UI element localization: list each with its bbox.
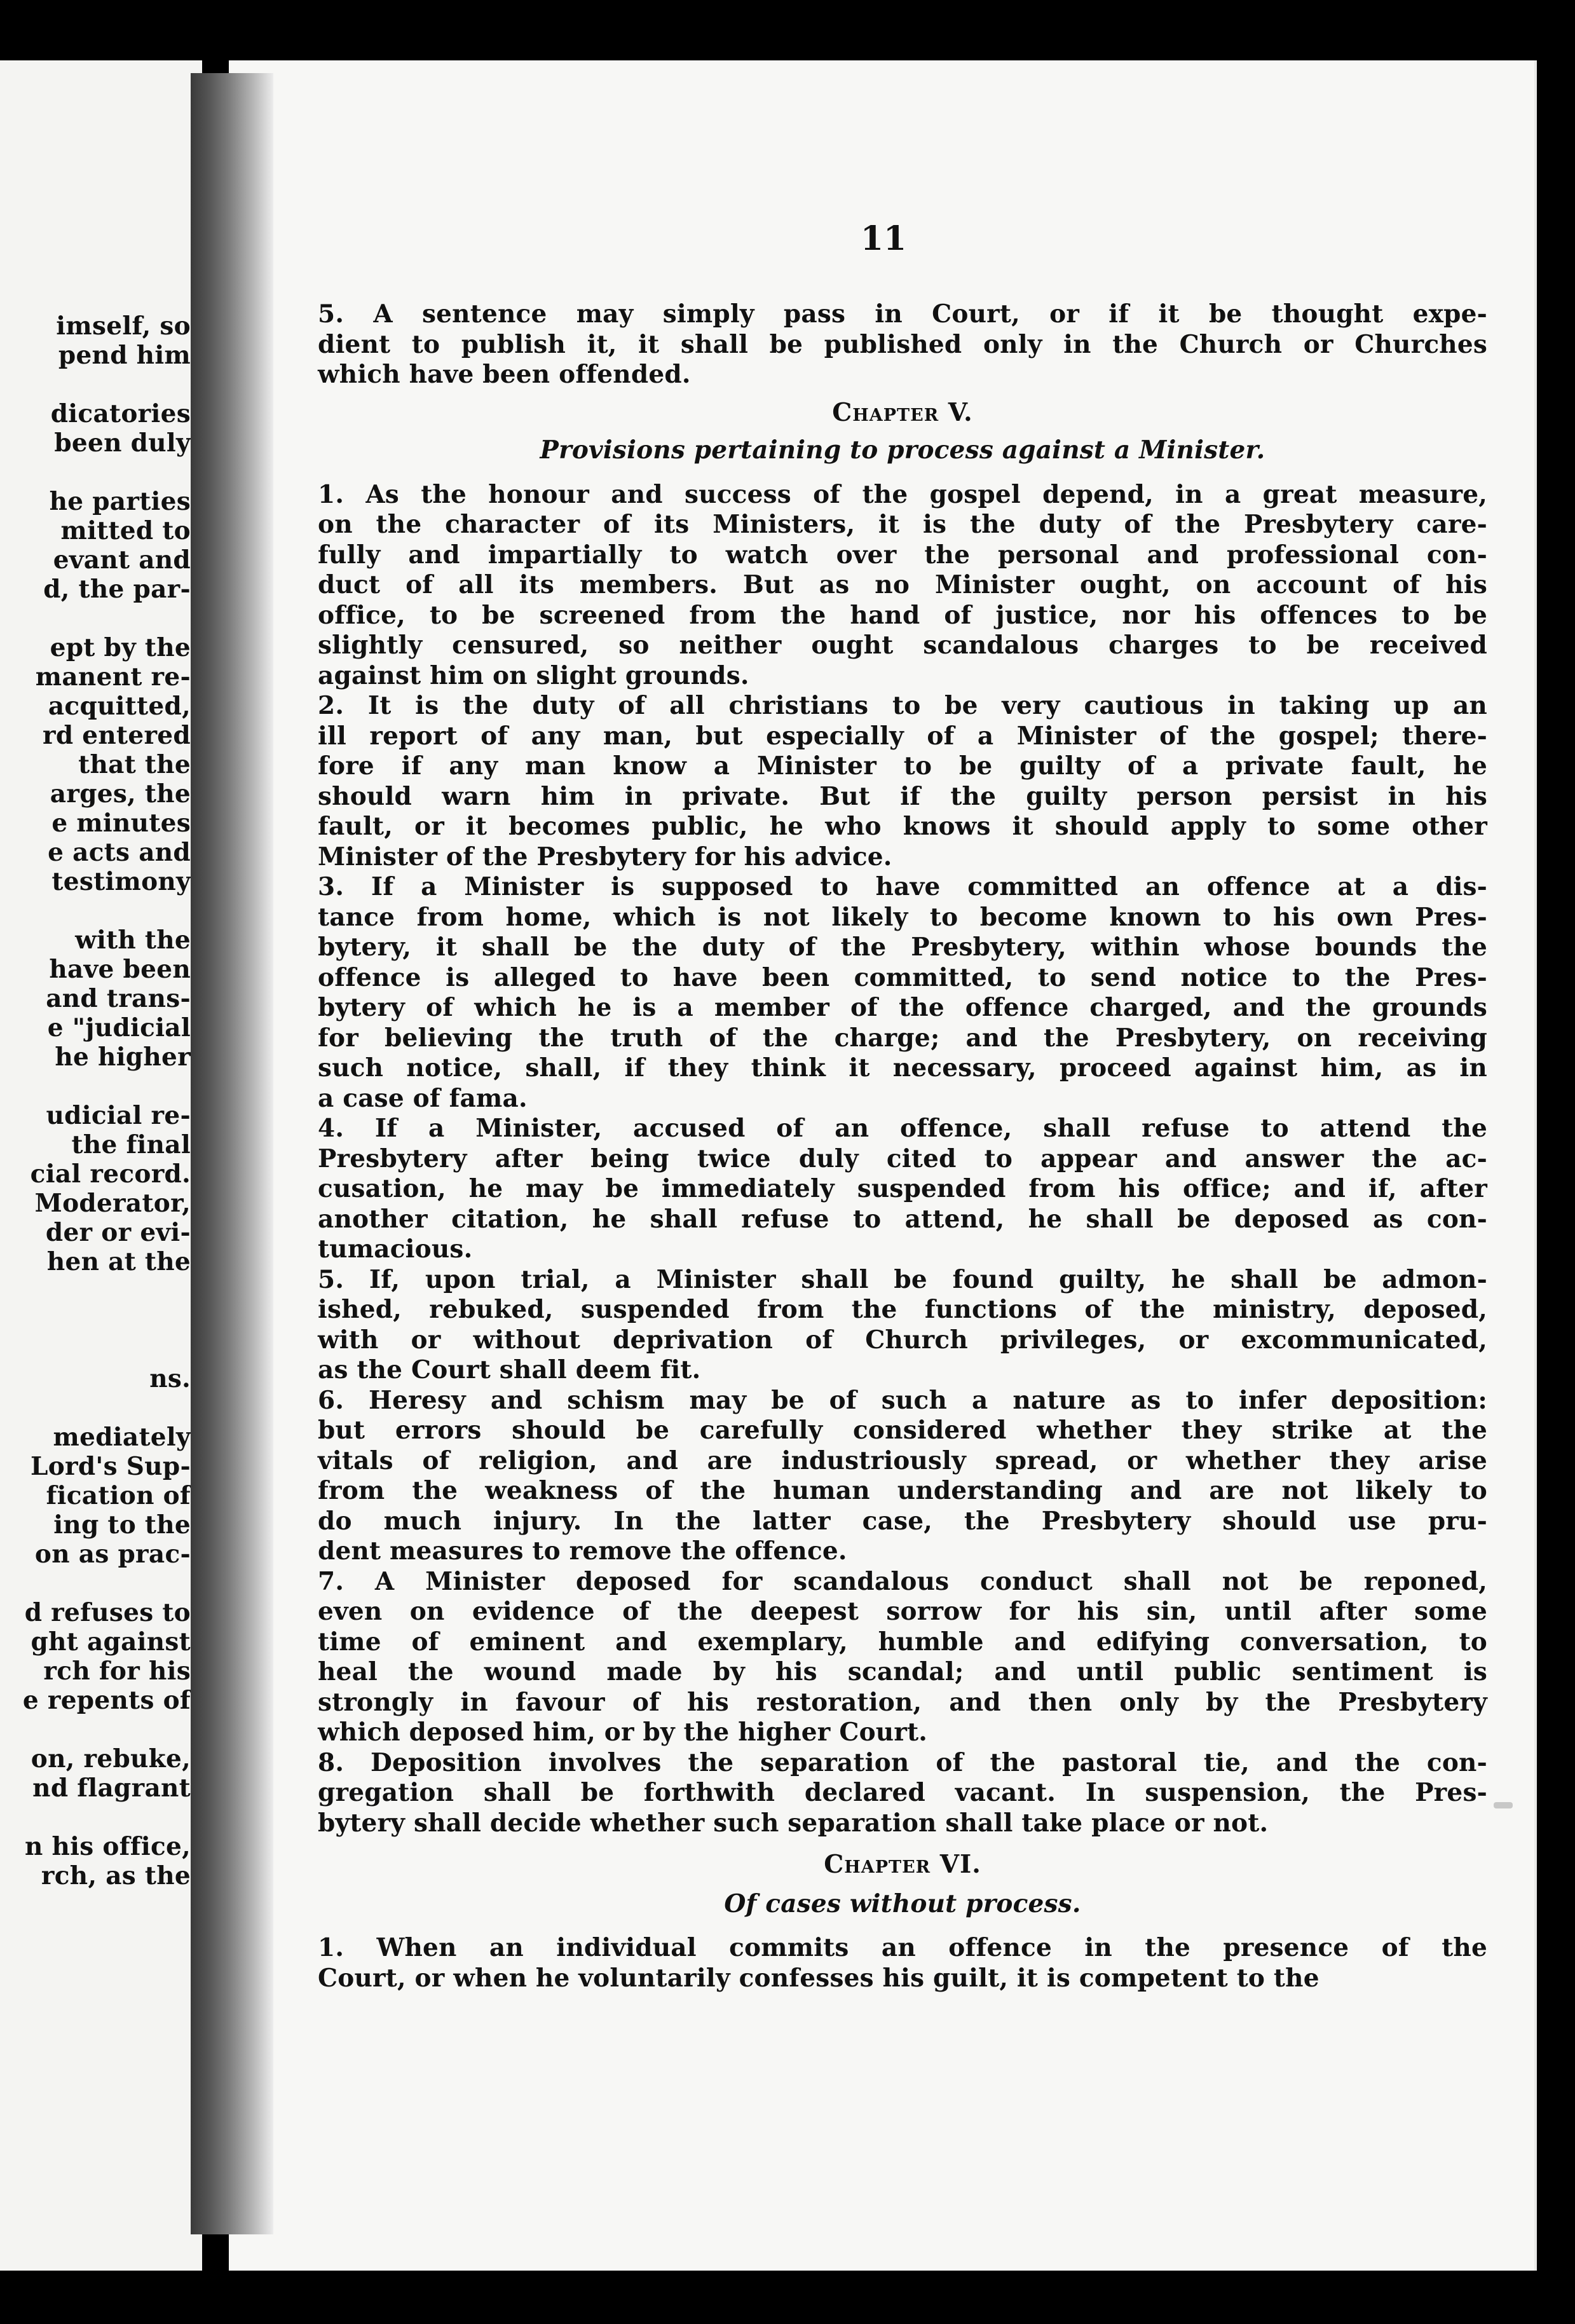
chapter-subheading: Provisions pertaining to process against a Minister.	[540, 435, 1265, 465]
paragraph-line: slightly censured, so neither ought scandalous charges to be received	[318, 631, 1487, 660]
paragraph-line: against him on slight grounds.	[318, 660, 749, 690]
previous-page-fragment	[0, 60, 202, 2271]
previous-page-line: mediately	[53, 1423, 191, 1452]
previous-page-line: been duly	[54, 428, 191, 458]
previous-page-line: on as prac-	[34, 1540, 191, 1569]
previous-page-line: hen at the	[46, 1247, 191, 1276]
book-gutter-shadow	[191, 73, 273, 2234]
paragraph-line: Minister of the Presbytery for his advice.	[318, 842, 892, 871]
paragraph-line: bytery, it shall be the duty of the Presbytery, within whose bounds the	[318, 933, 1487, 962]
paragraph-line: 7. A Minister deposed for scandalous conduct shall not be reponed,	[318, 1566, 1487, 1596]
paragraph-line: time of eminent and exemplary, humble and edifying conversation, to	[318, 1627, 1487, 1657]
previous-page-line: with the	[75, 926, 191, 955]
previous-page-line: rch, as the	[41, 1861, 191, 1890]
paragraph-line: office, to be screened from the hand of justice, nor his offences to be	[318, 600, 1487, 630]
previous-page-line: that the	[78, 750, 191, 779]
scan-border-right	[1537, 60, 1575, 2271]
ink-speck	[1494, 1802, 1513, 1808]
paragraph-line: bytery of which he is a member of the offence charged, and the grounds	[318, 993, 1487, 1022]
paragraph-line: with or without deprivation of Church privileges, or excommunicated,	[318, 1325, 1487, 1355]
previous-page-line: ing to the	[53, 1510, 191, 1540]
previous-page-line: arges, the	[50, 779, 191, 809]
paragraph-line: 5. If, upon trial, a Minister shall be found guilty, he shall be admon-	[318, 1264, 1487, 1294]
paragraph-line: bytery shall decide whether such separation shall take place or not.	[318, 1808, 1269, 1838]
previous-page-line: mitted to	[60, 516, 191, 545]
paragraph-line: fully and impartially to watch over the personal and professional con-	[318, 540, 1487, 570]
previous-page-line: udicial re-	[46, 1101, 191, 1130]
paragraph-line: on the character of its Ministers, it is the duty of the Presbytery care-	[318, 510, 1487, 539]
previous-page-line: cial record.	[30, 1159, 191, 1189]
paragraph-line: tumacious.	[318, 1234, 473, 1264]
paragraph-line: for believing the truth of the charge; and the Presbytery, on receiving	[318, 1023, 1487, 1053]
previous-page-line: ght against	[31, 1627, 191, 1657]
document-page	[229, 60, 1538, 2271]
paragraph-line: 5. A sentence may simply pass in Court, or if it be thought expe-	[318, 299, 1487, 329]
paragraph-line: even on evidence of the deepest sorrow for his sin, until after some	[318, 1597, 1487, 1626]
previous-page-line: on, rebuke,	[31, 1744, 191, 1774]
previous-page-line: he higher	[55, 1042, 191, 1072]
paragraph-line: 8. Deposition involves the separation of the pastoral tie, and the con-	[318, 1747, 1487, 1777]
paragraph-line: as the Court shall deem fit.	[318, 1355, 701, 1384]
paragraph-line: such notice, shall, if they think it necessary, proceed against him, as in	[318, 1053, 1487, 1083]
previous-page-line: der or evi-	[45, 1218, 191, 1247]
paragraph-line: fault, or it becomes public, he who knows it should apply to some other	[318, 812, 1487, 841]
paragraph-line: 6. Heresy and schism may be of such a nature as to infer deposition:	[318, 1385, 1487, 1415]
paragraph-line: vitals of religion, and are industriously spread, or whether they arise	[318, 1446, 1487, 1475]
previous-page-line: e repents of	[22, 1686, 191, 1715]
previous-page-line: testimony	[51, 867, 191, 896]
previous-page-line: e acts and	[48, 838, 191, 867]
scan-border-top	[0, 0, 1575, 60]
previous-page-line: evant and	[53, 545, 191, 575]
paragraph-line: heal the wound made by his scandal; and until public sentiment is	[318, 1657, 1487, 1686]
previous-page-line: imself, so	[56, 311, 191, 341]
paragraph-line: 2. It is the duty of all christians to be very cautious in taking up an	[318, 691, 1487, 720]
previous-page-line: n his office,	[24, 1832, 191, 1861]
paragraph-line: dient to publish it, it shall be published only in the Church or Churches	[318, 329, 1487, 359]
paragraph-line: ished, rebuked, suspended from the functions of the ministry, deposed,	[318, 1295, 1487, 1324]
paragraph-line: but errors should be carefully considered whether they strike at the	[318, 1416, 1487, 1445]
paragraph-line: which deposed him, or by the higher Court.	[318, 1718, 928, 1747]
previous-page-line: Moderator,	[34, 1189, 191, 1218]
paragraph-line: 3. If a Minister is supposed to have committed an offence at a dis-	[318, 872, 1487, 901]
previous-page-line: rd entered	[42, 721, 191, 750]
previous-page-line: manent re-	[35, 662, 191, 692]
paragraph-line: gregation shall be forthwith declared vacant. In suspension, the Pres-	[318, 1778, 1487, 1807]
previous-page-line: e minutes	[51, 809, 191, 838]
paragraph-line: 1. As the honour and success of the gospel depend, in a great measure,	[318, 479, 1487, 509]
previous-page-line: ept by the	[50, 633, 191, 662]
previous-page-line: Lord's Sup-	[30, 1452, 191, 1481]
paragraph-line: cusation, he may be immediately suspended from his office; and if, after	[318, 1174, 1487, 1203]
previous-page-line: dicatories	[50, 399, 191, 428]
previous-page-line: and trans-	[46, 984, 191, 1013]
paragraph-line: tance from home, which is not likely to become known to his own Pres-	[318, 902, 1487, 932]
chapter-heading: Chapter VI.	[824, 1850, 981, 1879]
paragraph-line: do much injury. In the latter case, the Presbytery should use pru-	[318, 1506, 1487, 1536]
previous-page-line: rch for his	[43, 1657, 191, 1686]
previous-page-line: fication of	[46, 1481, 191, 1510]
previous-page-line: have been	[49, 955, 191, 984]
previous-page-line: d refuses to	[24, 1598, 191, 1627]
paragraph-line: offence is alleged to have been committed, to send notice to the Pres-	[318, 962, 1487, 992]
previous-page-line: pend him	[58, 341, 191, 370]
paragraph-line: duct of all its members. But as no Minister ought, on account of his	[318, 570, 1487, 599]
paragraph-line: 4. If a Minister, accused of an offence, shall refuse to attend the	[318, 1114, 1487, 1143]
paragraph-line: a case of fama.	[318, 1083, 528, 1113]
paragraph-line: dent measures to remove the offence.	[318, 1536, 847, 1566]
chapter-subheading: Of cases without process.	[724, 1889, 1081, 1918]
page-number: 11	[860, 219, 907, 258]
paragraph-line: Presbytery after being twice duly cited to appear and answer the ac-	[318, 1144, 1487, 1173]
paragraph-line: fore if any man know a Minister to be guilty of a private fault, he	[318, 751, 1487, 781]
previous-page-line: ns.	[149, 1364, 191, 1393]
scan-border-bottom	[0, 2271, 1575, 2324]
paragraph-line: ill report of any man, but especially of a Minister of the gospel; there-	[318, 721, 1487, 751]
paragraph-line: should warn him in private. But if the guilty person persist in his	[318, 781, 1487, 811]
previous-page-line: d, the par-	[43, 575, 191, 604]
paragraph-line: another citation, he shall refuse to attend, he shall be deposed as con-	[318, 1204, 1487, 1234]
previous-page-line: nd flagrant	[32, 1774, 191, 1803]
previous-page-line: e "judicial	[47, 1013, 191, 1042]
chapter-heading: Chapter V.	[832, 397, 973, 427]
previous-page-line: the final	[71, 1130, 191, 1159]
paragraph-line: 1. When an individual commits an offence in the presence of the	[318, 1933, 1487, 1962]
paragraph-line: which have been offended.	[318, 360, 691, 389]
paragraph-line: from the weakness of the human understanding and are not likely to	[318, 1476, 1487, 1505]
previous-page-line: he parties	[49, 487, 191, 516]
paragraph-line: strongly in favour of his restoration, and then only by the Presbytery	[318, 1687, 1487, 1717]
previous-page-line: acquitted,	[48, 692, 191, 721]
paragraph-line: Court, or when he voluntarily confesses his guilt, it is competent to the	[318, 1963, 1319, 1993]
